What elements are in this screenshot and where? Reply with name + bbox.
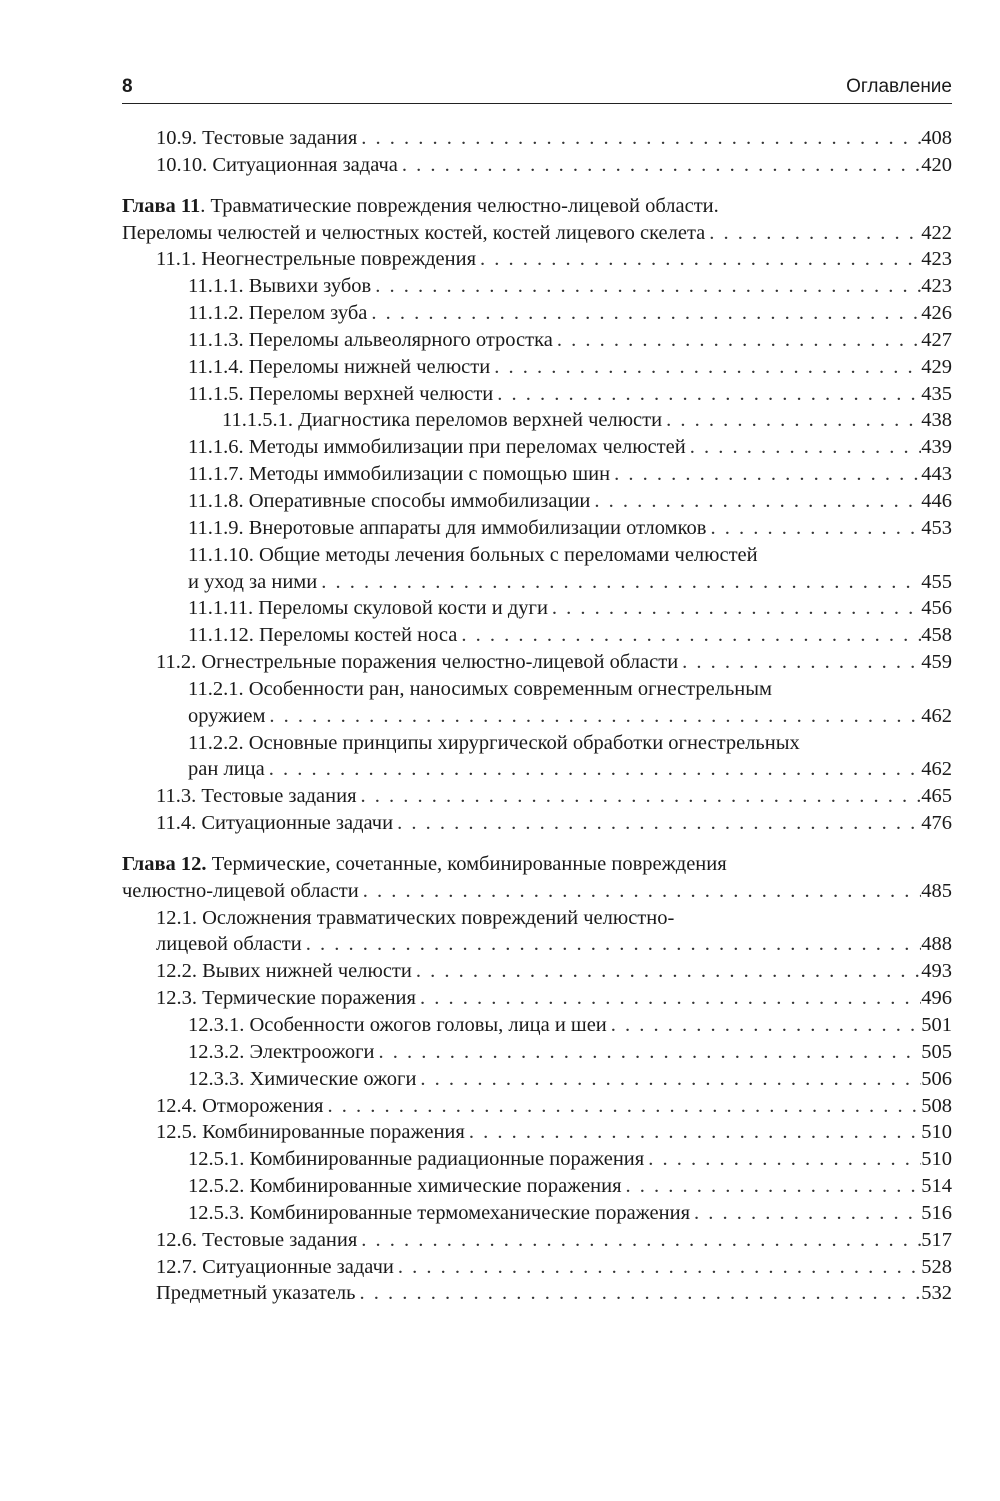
dot-leader [493,381,921,408]
dot-leader [476,246,921,273]
toc-entry-title: Предметный указатель [156,1282,356,1305]
dot-leader [398,152,921,179]
toc-entry-page: 476 [921,812,952,835]
toc-entry-title: оружием [188,704,266,727]
toc-entry-title: 11.1.5.1. Диагностика переломов верхней челюсти [222,409,663,432]
toc-entry-title: челюстно-лицевой области [122,879,359,902]
dot-leader [457,622,921,649]
dot-leader [357,1227,921,1254]
toc-entry [122,931,952,958]
toc-entry-title: 12.6. Тестовые задания [156,1228,358,1251]
toc-entry [122,327,952,354]
toc-entry-page: 488 [921,933,952,956]
dot-leader [323,1093,921,1120]
toc-entry-page: 517 [921,1228,952,1251]
toc-entry [122,220,952,247]
dot-leader [367,300,921,327]
toc-entry-title: 11.1.8. Оперативные способы иммобилизации [188,489,591,512]
dot-leader [394,1254,921,1281]
toc-entry-page: 408 [921,127,952,149]
dot-leader [465,1119,921,1146]
toc-entry [122,756,952,783]
dot-leader [686,434,922,461]
toc-entry-title: 12.5. Комбинированные поражения [156,1121,465,1144]
toc-entry [122,461,952,488]
dot-leader [359,878,922,905]
toc-entry [122,878,952,905]
dot-leader [317,569,921,596]
toc-entry-page: 505 [921,1040,952,1063]
toc-entry [122,434,952,461]
toc-entry [122,1093,952,1120]
toc-entry-page: 455 [921,570,952,593]
dot-leader [705,220,921,247]
table-of-contents [122,125,952,1307]
toc-entry [122,1012,952,1039]
toc-entry-page: 443 [921,463,952,486]
toc-entry-page: 422 [921,221,952,244]
toc-entry-title: 11.1. Неогнестрельные повреждения [156,248,477,271]
toc-entry-page: 423 [921,248,952,271]
section-gap [122,179,952,193]
toc-entry-page: 420 [921,153,952,176]
dot-leader [662,407,921,434]
toc-entry-page: 459 [921,651,952,674]
toc-entry-title: 10.10. Ситуационная задача [156,153,398,176]
toc-entry-page: 446 [921,489,952,512]
dot-leader [607,1012,921,1039]
running-title: Оглавление [846,76,952,97]
toc-entry [122,703,952,730]
chapter-label: Глава 11 [122,194,201,217]
toc-entry-title: 12.2. Вывих нижней челюсти [156,960,412,983]
dot-leader [265,756,922,783]
toc-entry [122,1039,952,1066]
toc-entry-title: 12.1. Осложнения травматических повреждений челюстно- [156,906,675,929]
toc-entry [122,985,952,1012]
toc-entry-continued [122,676,952,703]
toc-entry-title: 12.3.2. Электроожоги [188,1040,375,1063]
toc-entry-title: 12.4. Отморожения [156,1094,324,1117]
toc-entry-page: 462 [921,758,952,781]
toc-entry-title: 12.5.1. Комбинированные радиационные поражения [188,1148,645,1171]
toc-entry-page: 423 [921,275,952,298]
toc-entry-page: 496 [921,987,952,1010]
toc-entry-title: 12.3. Термические поражения [156,987,416,1010]
toc-entry-continued [122,905,952,932]
toc-entry-title: 12.3.3. Химические ожоги [188,1067,417,1090]
toc-entry [122,246,952,273]
toc-entry-page: 493 [921,960,952,983]
toc-entry [122,1254,952,1281]
chapter-label: Глава 12. [122,852,207,875]
toc-entry-page: 435 [921,382,952,405]
dot-leader [553,327,921,354]
toc-entry-page: 516 [921,1201,952,1224]
toc-entry-page: 429 [921,355,952,378]
dot-leader [416,985,921,1012]
toc-entry-title: 12.5.3. Комбинированные термомеханические поражения [188,1201,691,1224]
toc-entry [122,810,952,837]
dot-leader [644,1146,921,1173]
toc-entry [122,300,952,327]
toc-entry-continued [122,730,952,757]
toc-entry-title: 11.1.9. Внеротовые аппараты для иммобилизации отломков [188,516,707,539]
dot-leader [265,703,921,730]
dot-leader [706,515,921,542]
dot-leader [357,125,921,152]
chapter-title: . Травматические повреждения челюстно-лицевой области. [200,194,719,217]
toc-entry-title: 11.1.1. Вывихи зубов [188,275,372,298]
dot-leader [622,1173,922,1200]
toc-entry-continued [122,542,952,569]
toc-entry-page: 510 [921,1121,952,1144]
chapter-heading [122,193,952,220]
toc-entry-page: 501 [921,1014,952,1036]
dot-leader [393,810,921,837]
toc-entry [122,958,952,985]
toc-entry-page: 438 [921,409,952,432]
toc-entry-title: 12.3.1. Особенности ожогов головы, лица и шеи [188,1014,607,1036]
toc-entry-page: 453 [921,516,952,539]
toc-entry-page: 458 [921,624,952,647]
dot-leader [416,1066,921,1093]
toc-entry-title: 11.1.6. Методы иммобилизации при переломах челюстей [188,436,686,459]
section-gap [122,837,952,851]
dot-leader [548,595,921,622]
dot-leader [690,1200,921,1227]
toc-entry-title: 11.1.3. Переломы альвеолярного отростка [188,328,553,351]
toc-entry-page: 427 [921,328,952,351]
toc-entry-page: 456 [921,597,952,620]
toc-entry-title: 11.1.11. Переломы скуловой кости и дуги [188,597,548,620]
toc-entry [122,152,952,179]
toc-entry-title: 11.2.2. Основные принципы хирургической обработки огнестрельных [188,731,800,754]
toc-entry [122,381,952,408]
page-number: 8 [122,76,133,97]
toc-entry-title: 11.2. Огнестрельные поражения челюстно-лицевой области [156,651,679,674]
toc-entry [122,1173,952,1200]
toc-entry-page: 506 [921,1067,952,1090]
toc-entry-title: 11.1.2. Перелом зуба [188,302,368,325]
toc-entry-page: 532 [921,1282,952,1305]
toc-entry [122,569,952,596]
toc-entry-title: 11.1.12. Переломы костей носа [188,624,458,647]
running-header [122,74,952,104]
dot-leader [357,783,922,810]
toc-entry-page: 528 [921,1255,952,1278]
toc-entry-title: 11.2.1. Особенности ран, наносимых современным огнестрельным [188,677,773,700]
toc-entry-title: 11.4. Ситуационные задачи [156,812,394,835]
dot-leader [678,649,921,676]
toc-entry [122,1146,952,1173]
toc-entry-title: Переломы челюстей и челюстных костей, костей лицевого скелета [122,221,706,244]
toc-entry [122,407,952,434]
toc-entry-title: 11.1.5. Переломы верхней челюсти [188,382,494,405]
toc-entry [122,273,952,300]
toc-entry-page: 439 [921,436,952,459]
toc-entry-page: 508 [921,1094,952,1117]
toc-entry-title: 10.9. Тестовые задания [156,127,358,149]
toc-entry [122,1119,952,1146]
toc-entry [122,595,952,622]
toc-entry [122,1227,952,1254]
toc-entry [122,1280,952,1307]
chapter-heading [122,851,952,878]
toc-entry-page: 426 [921,302,952,325]
toc-entry-page: 485 [921,879,952,902]
toc-entry-title: 11.1.10. Общие методы лечения больных с переломами челюстей [188,543,758,566]
dot-leader [356,1280,922,1307]
toc-entry-title: ран лица [188,758,265,781]
toc-entry [122,1200,952,1227]
dot-leader [590,488,921,515]
toc-entry-title: 11.1.7. Методы иммобилизации с помощью шин [188,463,611,486]
toc-entry-page: 465 [921,785,952,808]
dot-leader [490,354,921,381]
toc-entry-title: 12.7. Ситуационные задачи [156,1255,394,1278]
toc-entry [122,649,952,676]
toc-entry-page: 510 [921,1148,952,1171]
toc-entry-title: лицевой области [156,933,302,956]
toc-entry [122,125,952,152]
chapter-title: Термические, сочетанные, комбинированные повреждения [206,852,727,875]
dot-leader [375,1039,922,1066]
toc-entry [122,515,952,542]
toc-entry [122,783,952,810]
dot-leader [302,931,922,958]
toc-entry [122,354,952,381]
dot-leader [371,273,921,300]
toc-entry [122,622,952,649]
toc-entry-page: 462 [921,704,952,727]
toc-entry-title: и уход за ними [188,570,318,593]
toc-entry-page: 514 [921,1175,952,1198]
toc-entry [122,488,952,515]
toc-entry-title: 12.5.2. Комбинированные химические поражения [188,1175,622,1198]
dot-leader [610,461,921,488]
toc-entry [122,1066,952,1093]
toc-entry-title: 11.3. Тестовые задания [156,785,357,808]
dot-leader [412,958,921,985]
toc-entry-title: 11.1.4. Переломы нижней челюсти [188,355,491,378]
